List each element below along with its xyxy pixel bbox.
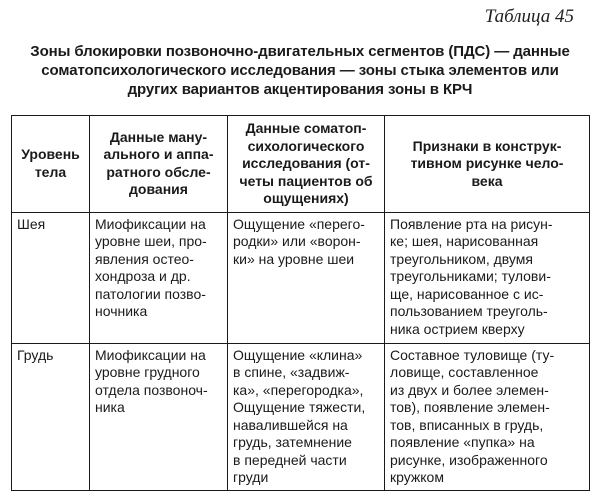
cell-level: Грудь [12, 343, 90, 490]
caption-line: Зоны блокировки позвоночно-двигательных сегментов (ПДС) — данные [30, 43, 570, 60]
cell-drawing: Появление рта на рисун- ке; шея, нарисованная треугольником, двумя треугольниками; тулови- ще, нарисованное с ис- пользованием треуголь- ника острием кверху [385, 212, 590, 343]
cell-manual: Миофиксации на уровне шеи, про- явления остео- хондроза и др. патологии позво- ночника [90, 212, 228, 343]
data-table [11, 115, 590, 491]
header-somatic-data: Данные соматоп- сихологического исследования (от- четы пациентов об ощущениях) [228, 116, 385, 213]
caption-line: соматопсихологического исследования — зоны стыка элементов или [41, 62, 559, 79]
cell-somatic: Ощущение «клина» в спине, «задвиж- ка», «перегородка», Ощущение тяжести, навалившейся на грудь, затемнение в передней части груди [228, 343, 385, 490]
cell-manual: Миофиксации на уровне грудного отдела позвоноч- ника [90, 343, 228, 490]
header-level: Уровень тела [12, 116, 90, 213]
cell-drawing: Составное туловище (ту- ловище, составленное из двух и более элемен- тов), появление элемен- тов, вписанных в грудь, появление «пупка» на рисунке, изображенного кружком [385, 343, 590, 490]
cell-somatic: Ощущение «перего- родки» или «ворон- ки» на уровне шеи [228, 212, 385, 343]
table-caption [10, 42, 590, 99]
table-header-row [12, 116, 590, 213]
table-row [12, 212, 590, 343]
header-manual-data: Данные ману- ального и аппа- ратного обсле- дования [90, 116, 228, 213]
caption-line: других вариантов акцентирования зоны в КРЧ [127, 81, 473, 98]
table-row [12, 343, 590, 490]
header-drawing-signs: Признаки в конструк- тивном рисунке чело- века [385, 116, 590, 213]
cell-level: Шея [12, 212, 90, 343]
table-number: Таблица 45 [484, 6, 574, 27]
